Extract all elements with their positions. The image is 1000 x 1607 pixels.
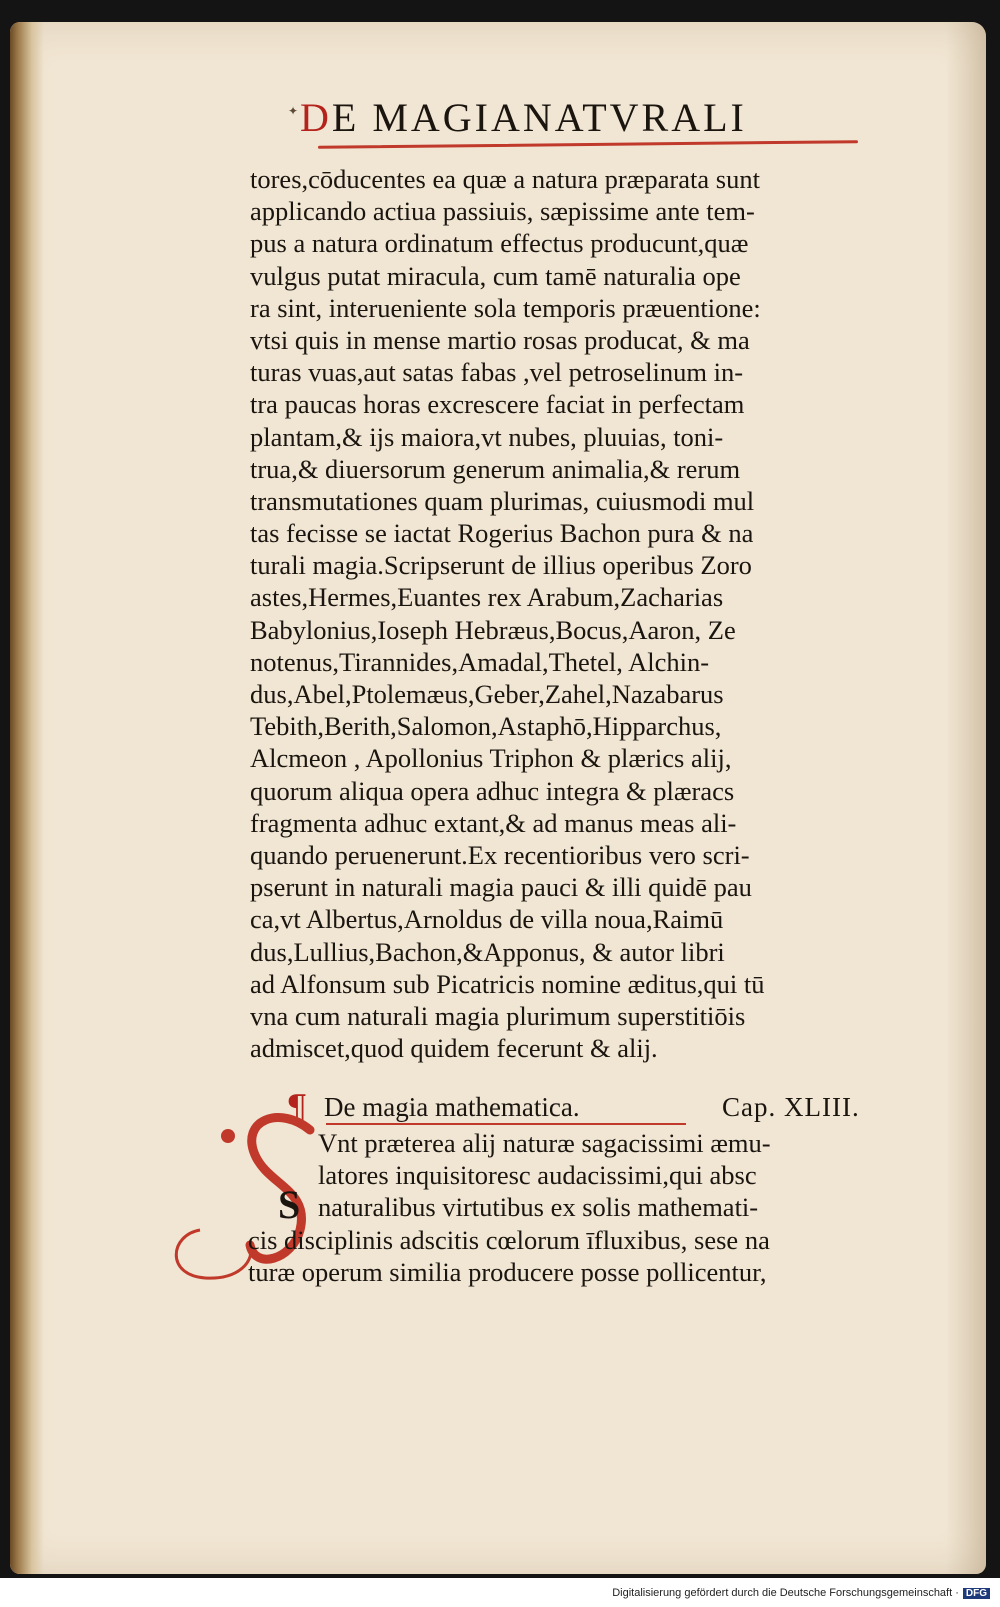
initial-dot: [221, 1129, 235, 1143]
text-line: ca,vt Albertus,Arnoldus de villa noua,Raimū: [250, 904, 724, 935]
ornament-mark: ✦: [288, 104, 299, 118]
running-head: [300, 94, 860, 141]
text-line: dus,Lullius,Bachon,&Apponus, & autor libri: [250, 936, 725, 967]
running-head-initial: D: [300, 95, 332, 140]
main-text-block: [250, 163, 930, 1064]
text-line: turali magia.Scripserunt de illius operibus Zoro: [250, 550, 752, 581]
text-line: tas fecisse se iactat Rogerius Bachon pura & na: [250, 518, 754, 549]
text-line: ad Alfonsum sub Picatricis nomine æditus,qui tū: [250, 968, 765, 999]
text-line: vna cum naturali magia plurimum superstitiōis: [250, 1000, 746, 1031]
text-line: astes,Hermes,Euantes rex Arabum,Zacharias: [250, 582, 724, 613]
page-edge: [10, 22, 44, 1574]
chapter-heading: [318, 1092, 938, 1128]
digitization-credit: [612, 1587, 990, 1599]
text-line: ra sint, interueniente sola temporis præuentione:: [250, 292, 761, 323]
chapter-line: naturalibus virtutibus ex solis mathemati-: [318, 1192, 759, 1223]
chapter-line: cis disciplinis adscitis cœlorum īfluxibus, sese na: [248, 1224, 770, 1255]
text-line: quorum aliqua opera adhuc integra & plæracs: [250, 775, 735, 806]
chapter-line: latores inquisitoresc audacissimi,qui absc: [318, 1160, 757, 1191]
text-line: Tebith,Berith,Salomon,Astaphō,Hipparchus,: [250, 711, 722, 742]
text-line: notenus,Tirannides,Amadal,Thetel, Alchin-: [250, 646, 710, 677]
text-line: dus,Abel,Ptolemæus,Geber,Zahel,Nazabarus: [250, 679, 724, 709]
chapter-text-block: [248, 1127, 928, 1288]
chapter-line: Vnt præterea alij naturæ sagacissimi æmu-: [318, 1128, 771, 1158]
chapter-title: De magia mathematica.: [324, 1092, 580, 1122]
text-line: vulgus putat miracula, cum tamē naturalia ope: [250, 260, 741, 291]
running-head-text: E MAGIANATVRALI: [331, 95, 747, 140]
gutter-shade: [946, 22, 986, 1574]
text-line: applicando actiua passiuis, sæpissime ante tem-: [250, 196, 755, 227]
chapter-title-underline: [326, 1123, 686, 1125]
chapter-line: turæ operum similia producere posse pollicentur,: [248, 1256, 767, 1287]
text-line: Alcmeon , Apollonius Triphon & plærics alij,: [250, 743, 732, 774]
text-line: Babylonius,Ioseph Hebræus,Bocus,Aaron, Ze: [250, 614, 736, 645]
initial-flourish: [176, 1230, 251, 1278]
pilcrow-mark: ¶: [286, 1088, 308, 1128]
dfg-logo: DFG: [963, 1588, 990, 1599]
text-line: fragmenta adhuc extant,& ad manus meas ali-: [250, 807, 737, 838]
text-line: tores,cōducentes ea quæ a natura præparata sunt: [250, 164, 760, 194]
text-line: quando peruenerunt.Ex recentioribus vero scri-: [250, 839, 750, 870]
initial-letter: S: [278, 1182, 301, 1227]
text-line: admiscet,quod quidem fecerunt & alij.: [250, 1033, 658, 1064]
credit-text: Digitalisierung gefördert durch die Deutsche Forschungsgemeinschaft ·: [612, 1587, 959, 1599]
text-line: pus a natura ordinatum effectus producunt,quæ: [250, 228, 749, 259]
text-line: vtsi quis in mense martio rosas producat, & ma: [250, 324, 750, 355]
text-line: pserunt in naturali magia pauci & illi quidē pau: [250, 872, 752, 903]
text-line: turas vuas,aut satas fabas ,vel petroselinum in-: [250, 357, 744, 388]
chapter-number: Cap. XLIII.: [722, 1092, 860, 1122]
text-line: tra paucas horas excrescere faciat in perfectam: [250, 389, 745, 420]
text-line: transmutationes quam plurimas, cuiusmodi mul: [250, 485, 755, 516]
text-line: trua,& diuersorum generum animalia,& rerum: [250, 453, 741, 484]
text-line: plantam,& ijs maiora,vt nubes, pluuias, toni-: [250, 421, 724, 452]
